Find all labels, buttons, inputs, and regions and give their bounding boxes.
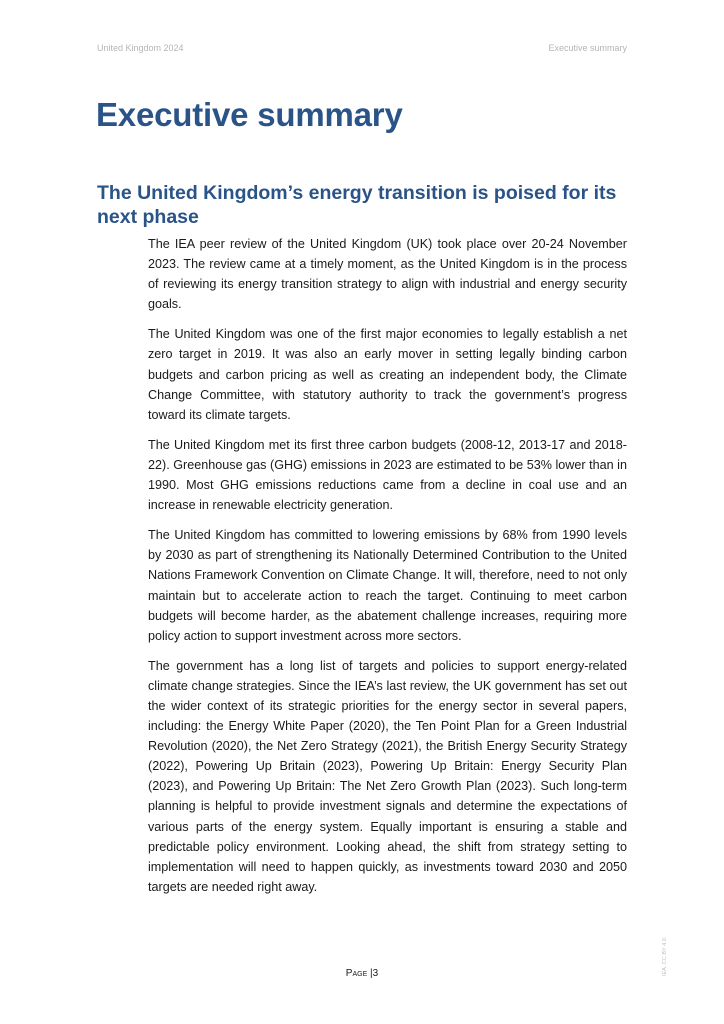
- paragraph-3: The United Kingdom met its first three carbon budgets (2008-12, 2013-17 and 2018-22). Greenhouse gas (GHG) emissions in 2023 are estimated to be 53% lower than in 1990. Most GHG emissions reductions came from a decline in coal use and an increase in renewable electricity generation.: [148, 437, 627, 513]
- page-footer: [0, 968, 724, 979]
- paragraph-2: The United Kingdom was one of the first major economies to legally establish a net zero target in 2019. It was also an early mover in setting legally binding carbon budgets and carbon pricing as well as creating an independent body, the Climate Change Committee, with statutory authority to track the government’s progress toward its climate targets.: [148, 327, 627, 422]
- license-note: IEA. CC BY 4.0.: [662, 936, 668, 976]
- header-section-name: Executive summary: [548, 43, 627, 53]
- page-title: Executive summary: [96, 96, 403, 133]
- page-number: 3: [372, 968, 379, 979]
- section-heading: The United Kingdom’s energy transition is poised for its next phase: [97, 182, 617, 228]
- body-text: [148, 234, 627, 907]
- paragraph-4: The United Kingdom has committed to lowering emissions by 68% from 1990 levels by 2030 as part of strengthening its Nationally Determined Contribution to the United Nations Framework Convention on Climate Change. It will, therefore, need to not only maintain but to accelerate action to reach the target. Continuing to meet carbon budgets will become harder, as the abatement challenge increases, requiring more policy action to support investment across more sectors.: [148, 528, 627, 643]
- page-label: Page: [345, 968, 368, 979]
- paragraph-5: The government has a long list of targets and policies to support energy-related climate change strategies. Since the IEA’s last review, the UK government has set out the wider context of its strategic priorities for the energy sector in several papers, including: the Energy White Paper (2020), the Ten Point Plan for a Green Industrial Revolution (2020), the Net Zero Strategy (2021), the British Energy Security Strategy (2022), Powering Up Britain (2023), Powering Up Britain: Energy Security Plan (2023), and Powering Up Britain: The Net Zero Growth Plan (2023). Such long-term planning is helpful to provide investment signals and determine the expectations of various parts of the energy system. Equally important is ensuring a stable and predictable policy environment. Looking ahead, the shift from strategy setting to implementation will need to happen quickly, as investments toward 2030 and 2050 targets are needed right away.: [148, 658, 627, 894]
- page-separator: |: [370, 968, 373, 979]
- running-header: [97, 43, 627, 53]
- header-report-name: United Kingdom 2024: [97, 43, 184, 53]
- paragraph-1: The IEA peer review of the United Kingdom (UK) took place over 20-24 November 2023. The review came at a timely moment, as the United Kingdom is in the process of reviewing its energy transition strategy to align with industrial and energy security goals.: [148, 237, 627, 312]
